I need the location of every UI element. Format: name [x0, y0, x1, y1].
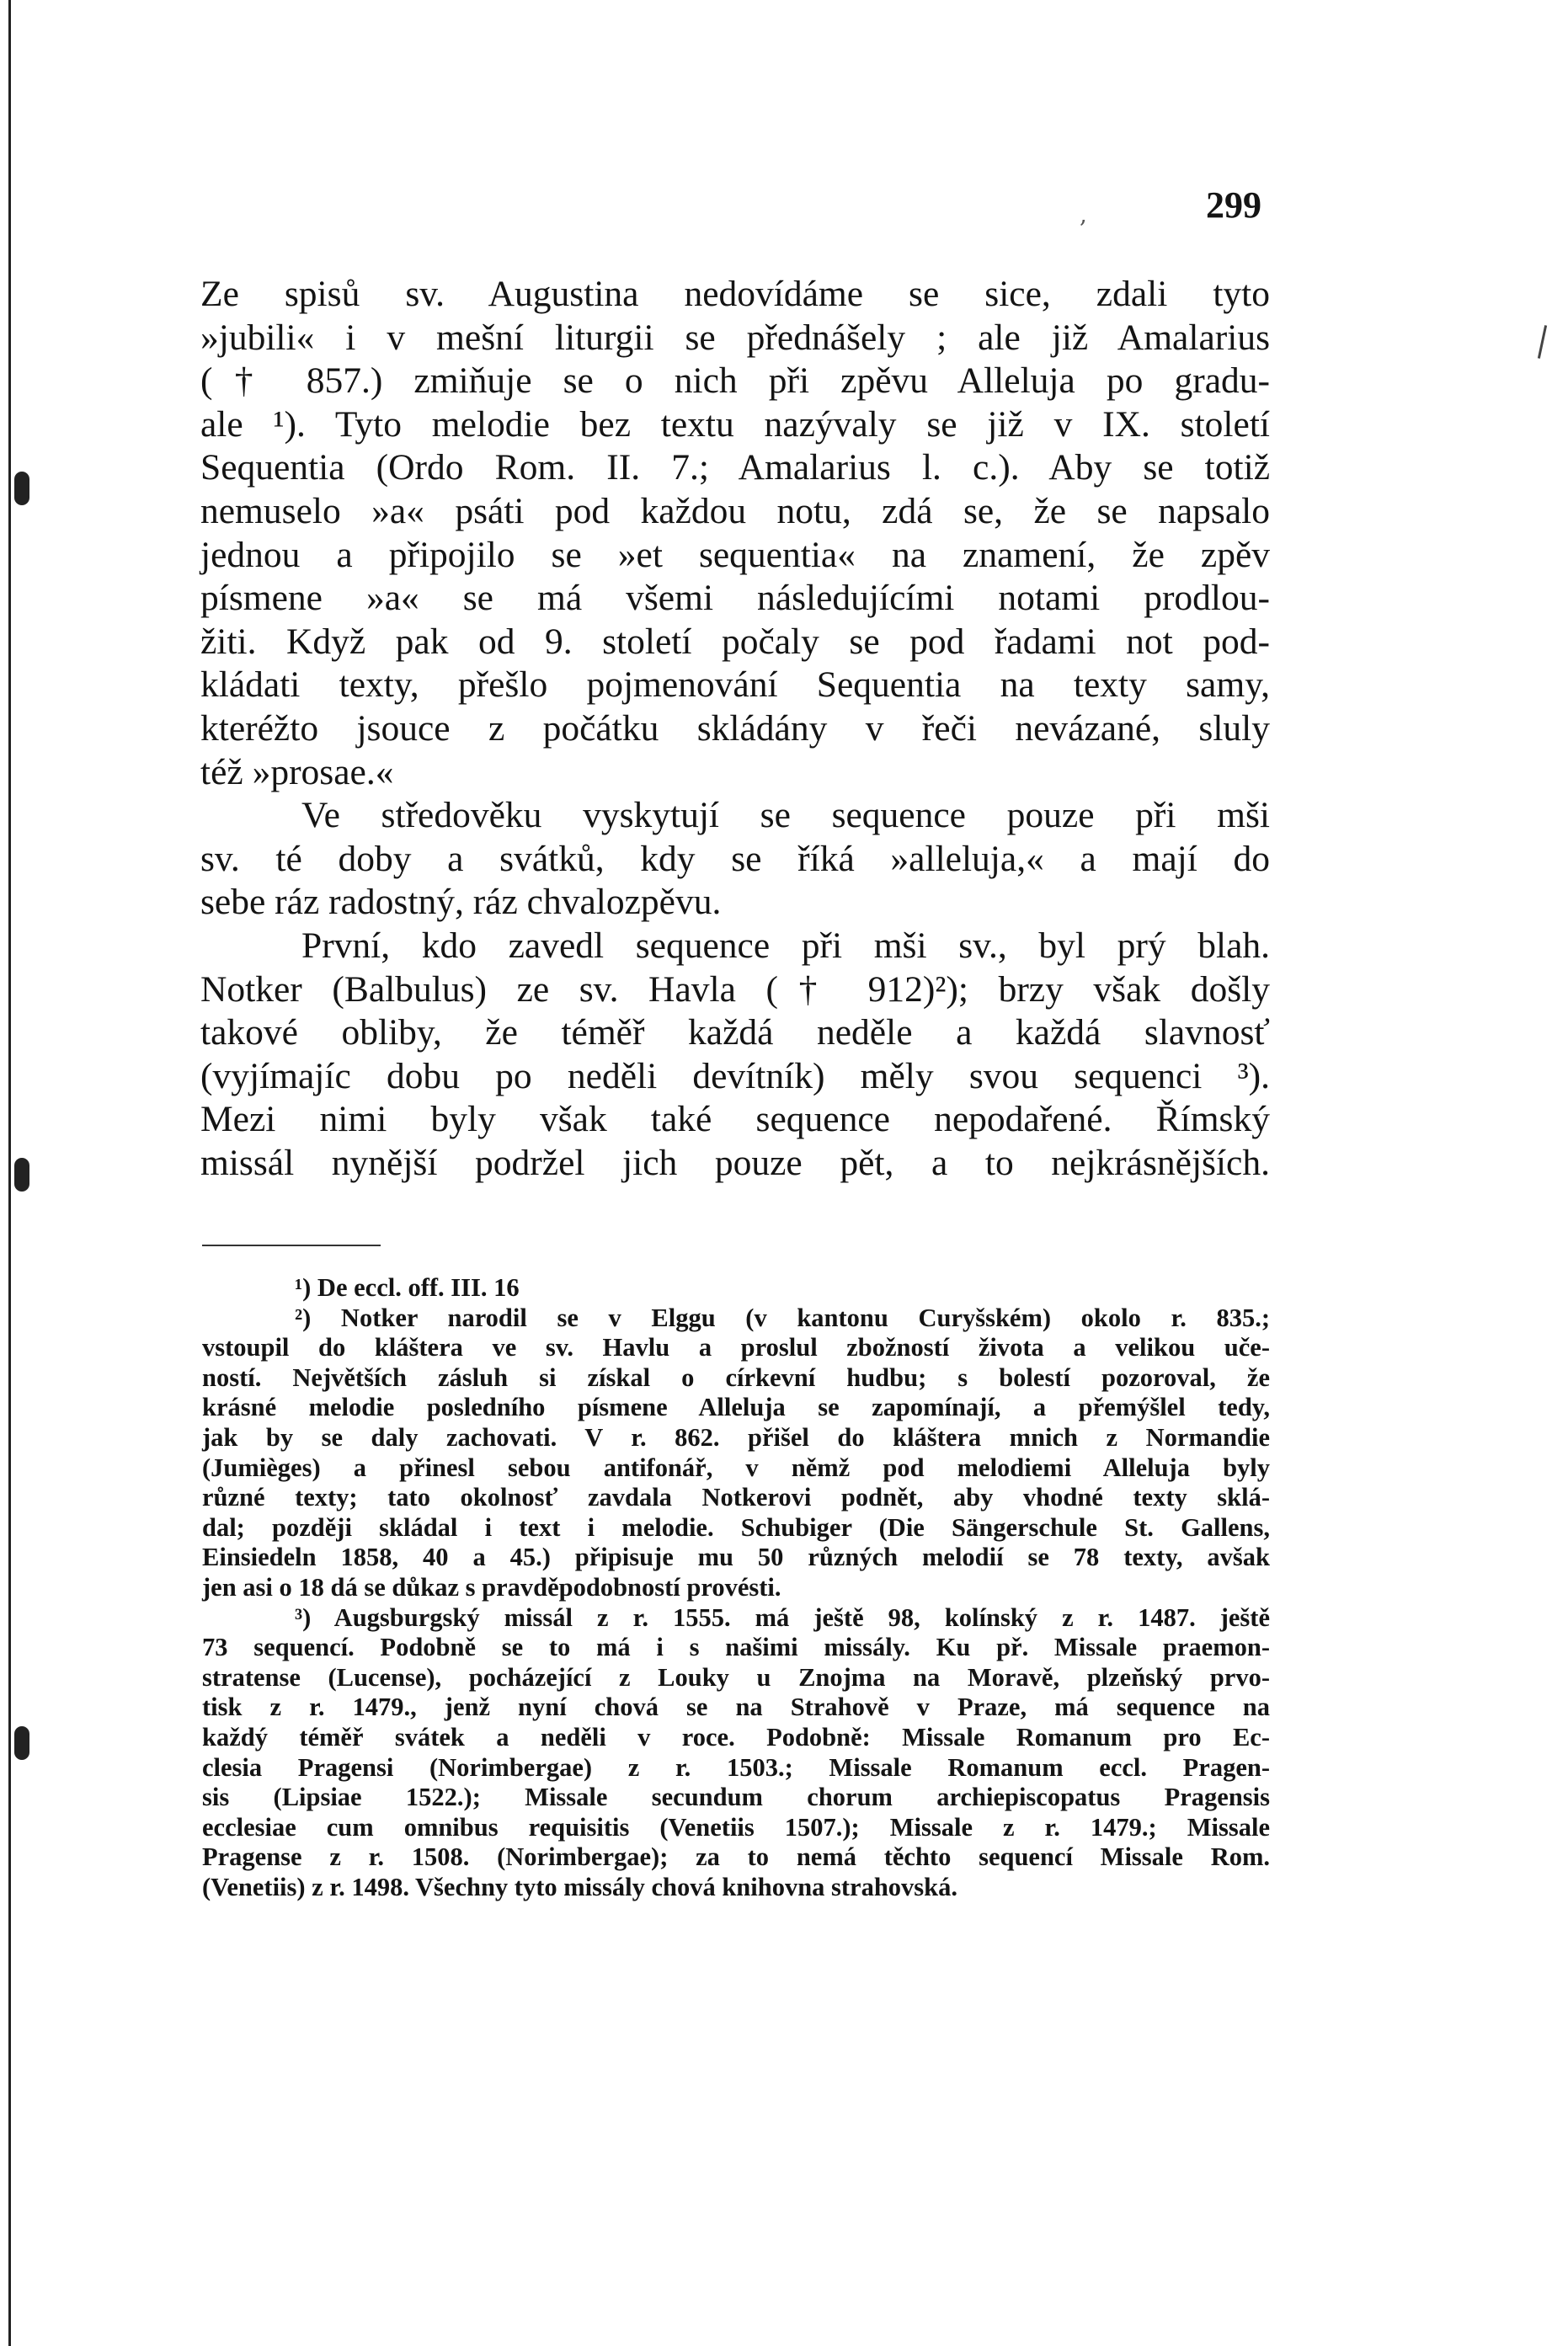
body-line: Mezi nimi byly však také sequence nepodařené. Římský: [200, 1099, 1270, 1140]
footnote-line: Einsiedeln 1858, 40 a 45.) připisuje mu 50 různých melodií se 78 texty, avšak: [202, 1543, 1270, 1572]
body-line: Notker (Balbulus) ze sv. Havla († 912)²); brzy však došly: [200, 968, 1270, 1010]
binding-mark: [14, 1726, 29, 1760]
body-line: Ve středověku vyskytují se sequence pouze při mši: [301, 795, 1270, 836]
body-text: [200, 273, 1270, 1185]
footnote-line: stratense (Lucense), pocházející z Louky u Znojma na Moravě, plzeňský prvo-: [202, 1662, 1270, 1692]
body-line: též »prosae.«: [200, 751, 394, 792]
footnote-line: ¹) De eccl. off. III. 16: [295, 1273, 520, 1302]
footnote-line: různé texty; tato okolnosť zavdala Notkerovi podnět, aby vhodné texty sklá-: [202, 1483, 1270, 1512]
body-line: Sequentia (Ordo Rom. II. 7.; Amalarius l. c.). Aby se totiž: [200, 447, 1270, 488]
footnote-line: Pragense z r. 1508. (Norimbergae); za to nemá těchto sequencí Missale Rom.: [202, 1842, 1270, 1872]
page-number: 299: [1206, 184, 1261, 226]
body-line: »jubili« i v mešní liturgii se přednášely ; ale již Amalarius: [200, 317, 1270, 358]
body-line: První, kdo zavedl sequence při mši sv., byl prý blah.: [301, 925, 1270, 966]
footnote-line: jak by se daly zachovati. V r. 862. přišel do kláštera mnich z Normandie: [202, 1422, 1270, 1452]
footnote-line: každý téměř svátek a neděli v roce. Podobně: Missale Romanum pro Ec-: [202, 1722, 1270, 1752]
binding-mark: [14, 472, 29, 505]
body-line: missál nynější podržel jich pouze pět, a to nejkrásnějších.: [200, 1142, 1270, 1183]
footnote-line: dal; později skládal i text i melodie. Schubiger (Die Sängerschule St. Gallens,: [202, 1512, 1270, 1542]
footnote-line: (Jumièges) a přinesl sebou antifonář, v němž pod melodiemi Alleluja byly: [202, 1453, 1270, 1482]
footnote-separator: [202, 1245, 381, 1246]
body-line: (vyjímajíc dobu po neděli devítník) měly svou sequenci ³).: [200, 1055, 1270, 1096]
body-line: († 857.) zmiňuje se o nich při zpěvu Alleluja po gradu-: [200, 360, 1270, 402]
footnote-line: tisk z r. 1479., jenž nyní chová se na Strahově v Praze, má sequence na: [202, 1693, 1270, 1722]
binding-mark: [14, 1158, 29, 1192]
body-line: ale ¹). Tyto melodie bez textu nazývaly se již v IX. století: [200, 403, 1270, 445]
page-binding-edge: [8, 0, 29, 2346]
footnote-line: clesia Pragensi (Norimbergae) z r. 1503.; Missale Romanum eccl. Pragen-: [202, 1752, 1270, 1782]
body-line: Ze spisů sv. Augustina nedovídáme se sice, zdali tyto: [200, 274, 1270, 314]
body-line: sv. té doby a svátků, kdy se říká »alleluja,« a mají do: [200, 838, 1270, 879]
body-line: žiti. Když pak od 9. století počaly se pod řadami not pod-: [200, 621, 1270, 662]
body-line: nemuselo »a« psáti pod každou notu, zdá se, že se napsalo: [200, 490, 1270, 531]
body-line: takové obliby, že téměř každá neděle a každá slavnosť: [200, 1012, 1270, 1053]
footnote-line: (Venetiis) z r. 1498. Všechny tyto missály chová knihovna strahovská.: [202, 1872, 958, 1901]
body-line: sebe ráz radostný, ráz chvalozpěvu.: [200, 882, 722, 923]
footnote-line: jen asi o 18 dá se důkaz s pravděpodobností provésti.: [202, 1572, 781, 1602]
body-line: písmene »a« se má všemi následujícími notami prodlou-: [200, 578, 1270, 619]
footnote-line: ³) Augsburgský missál z r. 1555. má ještě 98, kolínský z r. 1487. ještě: [295, 1602, 1270, 1632]
footnote-line: 73 sequencí. Podobně se to má i s našimi missály. Ku př. Missale praemon-: [202, 1633, 1270, 1662]
footnote-line: vstoupil do kláštera ve sv. Havlu a proslul zbožností života a velikou uče-: [202, 1333, 1270, 1362]
footnote-line: ecclesiae cum omnibus requisitis (Venetiis 1507.); Missale z r. 1479.; Missale: [202, 1812, 1270, 1842]
margin-mark: [1538, 325, 1547, 359]
body-line: kteréžto jsouce z počátku skládány v řeči nevázané, sluly: [200, 707, 1270, 749]
footnote-line: sis (Lipsiae 1522.); Missale secundum chorum archiepiscopatus Pragensis: [202, 1783, 1270, 1812]
body-line: jednou a připojilo se »et sequentia« na znamení, že zpěv: [200, 534, 1270, 575]
stray-dot: ,: [1080, 200, 1087, 228]
footnotes: [202, 1273, 1270, 1902]
body-line: kládati texty, přešlo pojmenování Sequentia na texty samy,: [200, 664, 1270, 706]
footnote-line: krásné melodie posledního písmene Alleluja se zapomínají, a přemýšlel tedy,: [202, 1393, 1270, 1422]
footnote-line: ²) Notker narodil se v Elggu (v kantonu Curyšském) okolo r. 835.;: [295, 1303, 1270, 1332]
footnote-line: ností. Největších zásluh si získal o církevní hudbu; s bolestí pozoroval, že: [202, 1362, 1270, 1392]
